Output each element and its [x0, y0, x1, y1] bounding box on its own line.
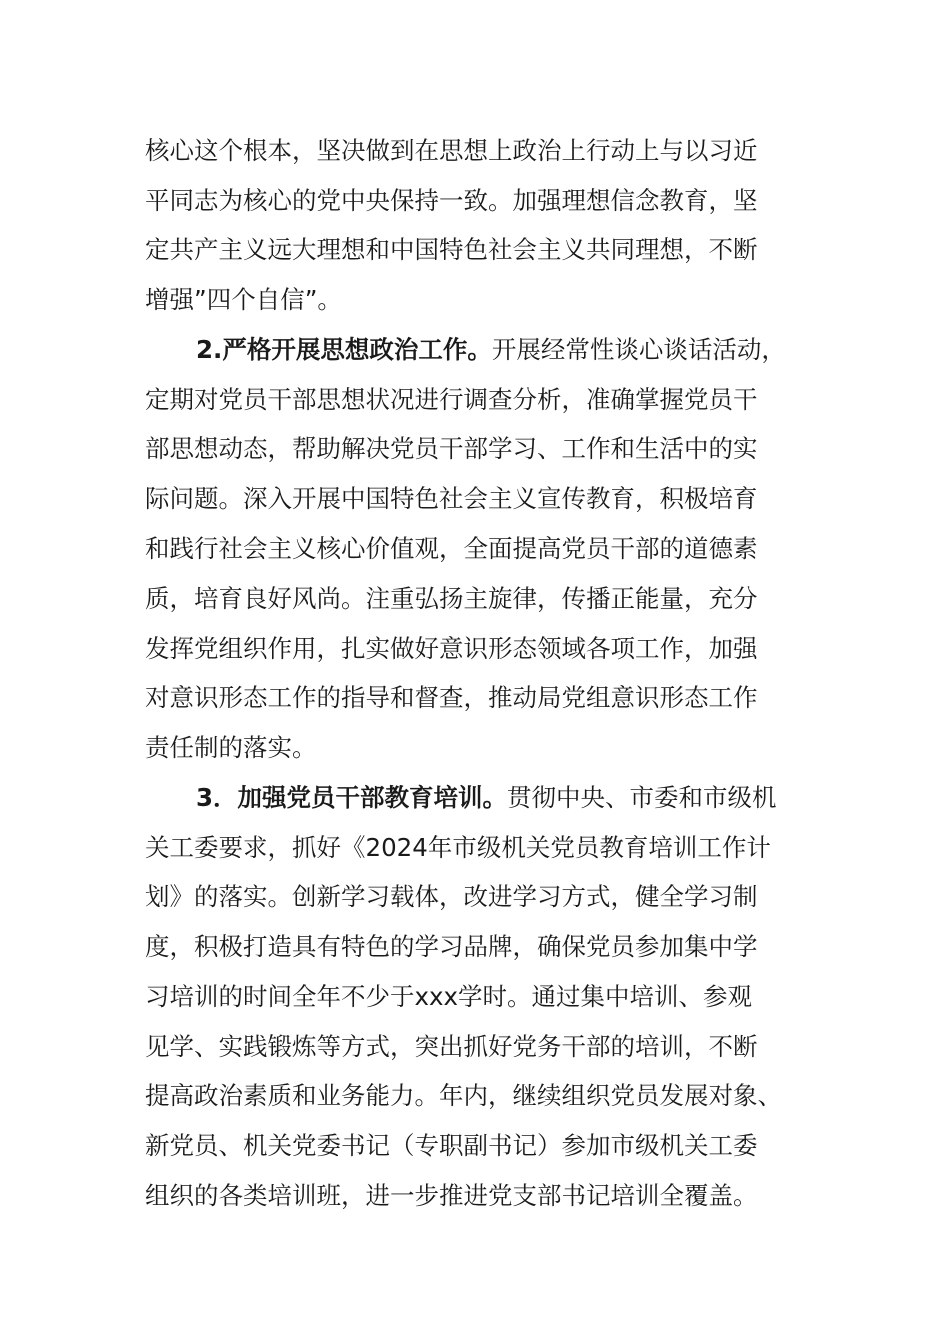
body-text-run: 开展经常性谈心谈话活动， — [491, 335, 786, 364]
body-text-line: 增强”四个自信”。 — [145, 285, 342, 314]
body-text-line: 关工委要求，抓好《2024年市级机关党员教育培训工作计 — [145, 833, 771, 862]
body-text-line: 质，培育良好风尚。注重弘扬主旋律，传播正能量，充分 — [145, 584, 758, 613]
body-text-line: 定期对党员干部思想状况进行调查分析，准确掌握党员干 — [145, 385, 758, 414]
body-text-run: 贯彻中央、市委和市级机 — [507, 783, 777, 812]
body-text-line: 划》的落实。创新学习载体，改进学习方式，健全学习制 — [145, 882, 758, 911]
body-text-line: 对意识形态工作的指导和督查，推动局党组意识形态工作 — [145, 683, 758, 712]
section-heading-3: 3．加强党员干部教育培训。 — [196, 783, 508, 812]
body-text-line: 核心这个根本，坚决做到在思想上政治上行动上与以习近 — [145, 136, 758, 165]
body-text-line: 组织的各类培训班，进一步推进党支部书记培训全覆盖。 — [145, 1181, 758, 1210]
body-text-line: 见学、实践锻炼等方式，突出抓好党务干部的培训，不断 — [145, 1032, 758, 1061]
body-text-line: 责任制的落实。 — [145, 733, 317, 762]
body-text-line: 平同志为核心的党中央保持一致。加强理想信念教育，坚 — [145, 186, 758, 215]
paragraph-2-first-line — [196, 335, 786, 365]
body-text-line: 发挥党组织作用，扎实做好意识形态领域各项工作，加强 — [145, 634, 758, 663]
body-text-line: 提高政治素质和业务能力。年内，继续组织党员发展对象、 — [145, 1081, 782, 1110]
body-text-line: 新党员、机关党委书记（专职副书记）参加市级机关工委 — [145, 1131, 758, 1160]
body-text-line: 定共产主义远大理想和中国特色社会主义共同理想，不断 — [145, 235, 758, 264]
body-text-line: 部思想动态，帮助解决党员干部学习、工作和生活中的实 — [145, 434, 758, 463]
body-text-line: 际问题。深入开展中国特色社会主义宣传教育，积极培育 — [145, 484, 758, 513]
section-heading-2: 2.严格开展思想政治工作。 — [196, 335, 492, 364]
body-text-line: 和践行社会主义核心价值观，全面提高党员干部的道德素 — [145, 534, 758, 563]
paragraph-3-first-line — [196, 783, 777, 813]
body-text-line: 度，积极打造具有特色的学习品牌，确保党员参加集中学 — [145, 932, 758, 961]
body-text-line: 习培训的时间全年不少于xxx学时。通过集中培训、参观 — [145, 982, 752, 1011]
